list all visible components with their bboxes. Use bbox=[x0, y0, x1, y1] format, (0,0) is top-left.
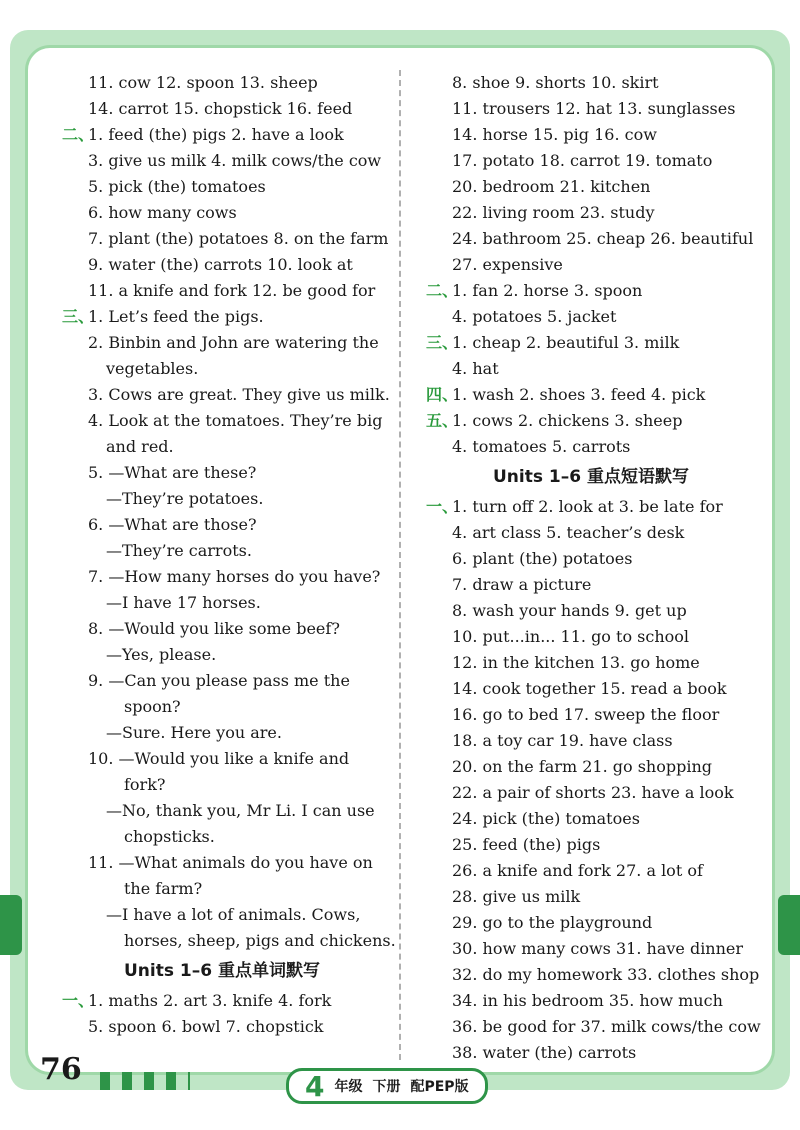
answer-line bbox=[62, 668, 382, 694]
answer-text: 29. go to the playground bbox=[452, 913, 653, 932]
left-side-tab bbox=[0, 895, 22, 955]
answer-line bbox=[62, 252, 382, 278]
footer-badge bbox=[286, 1068, 488, 1104]
answer-text: 16. go to bed 17. sweep the floor bbox=[452, 705, 720, 724]
answer-line bbox=[426, 676, 756, 702]
answer-line bbox=[426, 832, 756, 858]
section-marker: 五、 bbox=[426, 411, 459, 430]
answer-line bbox=[62, 928, 396, 954]
answer-text: vegetables. bbox=[106, 359, 199, 378]
answer-line bbox=[62, 876, 382, 902]
answer-text: 32. do my homework 33. clothes shop bbox=[452, 965, 760, 984]
answer-line bbox=[426, 988, 756, 1014]
answer-line bbox=[62, 460, 382, 486]
answer-text: 2. Binbin and John are watering the bbox=[88, 333, 379, 352]
answer-text: 4. Look at the tomatoes. They’re big bbox=[88, 411, 383, 430]
answer-line bbox=[426, 936, 756, 962]
answer-text: 28. give us milk bbox=[452, 887, 581, 906]
answer-text: 3. give us milk 4. milk cows/the cow bbox=[88, 151, 382, 170]
answer-text: 7. —How many horses do you have? bbox=[88, 567, 381, 586]
answer-text: 25. feed (the) pigs bbox=[452, 835, 601, 854]
answer-line bbox=[62, 1014, 382, 1040]
answer-line bbox=[62, 798, 382, 824]
answer-text: 4. tomatoes 5. carrots bbox=[452, 437, 631, 456]
answer-line bbox=[62, 772, 382, 798]
page-number: 76 bbox=[40, 1052, 82, 1087]
answer-text: 18. a toy car 19. have class bbox=[452, 731, 673, 750]
right-side-tab bbox=[778, 895, 800, 955]
grade-suffix: 年级 bbox=[334, 1079, 363, 1095]
answer-line bbox=[426, 1014, 761, 1040]
answer-line bbox=[426, 278, 756, 304]
answer-line bbox=[426, 962, 760, 988]
answer-text: 1. fan 2. horse 3. spoon bbox=[452, 281, 643, 300]
answer-text: 27. expensive bbox=[452, 255, 563, 274]
answer-line bbox=[62, 278, 382, 304]
answer-text: the farm? bbox=[124, 879, 203, 898]
answer-line bbox=[426, 780, 756, 806]
answer-line bbox=[426, 624, 756, 650]
answer-text: —I have a lot of animals. Cows, bbox=[106, 905, 361, 924]
answer-line bbox=[62, 200, 382, 226]
answer-line bbox=[62, 616, 382, 642]
section-marker: 二、 bbox=[62, 125, 95, 144]
answer-text: 12. in the kitchen 13. go home bbox=[452, 653, 700, 672]
answer-line bbox=[426, 330, 756, 356]
answer-text: 4. art class 5. teacher’s desk bbox=[452, 523, 685, 542]
term-label: 下册 bbox=[372, 1079, 401, 1095]
answer-text: —They’re potatoes. bbox=[106, 489, 264, 508]
answer-line bbox=[62, 356, 382, 382]
answer-text: —Sure. Here you are. bbox=[106, 723, 282, 742]
answer-line bbox=[426, 650, 756, 676]
answer-line bbox=[426, 1040, 756, 1066]
answer-text: 14. carrot 15. chopstick 16. feed bbox=[88, 99, 353, 118]
answer-text: 34. in his bedroom 35. how much bbox=[452, 991, 723, 1010]
answer-line bbox=[426, 70, 756, 96]
section-marker: 四、 bbox=[426, 385, 459, 404]
answer-text: 8. shoe 9. shorts 10. skirt bbox=[452, 73, 659, 92]
answer-line bbox=[426, 356, 756, 382]
section-title: Units 1–6 重点短语默写 bbox=[493, 467, 689, 487]
section-marker: 一、 bbox=[426, 497, 459, 516]
answer-text: 14. cook together 15. read a book bbox=[452, 679, 727, 698]
answer-text: 8. —Would you like some beef? bbox=[88, 619, 340, 638]
footer-stripes bbox=[100, 1072, 190, 1090]
answer-line bbox=[62, 824, 382, 850]
answer-line bbox=[426, 858, 756, 884]
answer-text: 6. plant (the) potatoes bbox=[452, 549, 633, 568]
answer-text: 38. water (the) carrots bbox=[452, 1043, 637, 1062]
answer-line bbox=[62, 304, 382, 330]
answer-text: —They’re carrots. bbox=[106, 541, 252, 560]
answer-text: 11. cow 12. spoon 13. sheep bbox=[88, 73, 318, 92]
answer-text: 24. pick (the) tomatoes bbox=[452, 809, 640, 828]
answer-text: 1. Let’s feed the pigs. bbox=[88, 307, 264, 326]
answer-text: 1. wash 2. shoes 3. feed 4. pick bbox=[452, 385, 706, 404]
answer-text: 5. pick (the) tomatoes bbox=[88, 177, 266, 196]
answer-line bbox=[426, 546, 756, 572]
answer-line bbox=[426, 304, 756, 330]
answer-text: —I have 17 horses. bbox=[106, 593, 261, 612]
answer-text: 6. —What are those? bbox=[88, 515, 257, 534]
answer-line bbox=[62, 148, 382, 174]
answer-text: 11. a knife and fork 12. be good for bbox=[88, 281, 376, 300]
answer-text: 14. horse 15. pig 16. cow bbox=[452, 125, 657, 144]
answer-text: 30. how many cows 31. have dinner bbox=[452, 939, 744, 958]
answer-line bbox=[62, 70, 382, 96]
answer-text: 4. hat bbox=[452, 359, 499, 378]
answer-line bbox=[62, 590, 382, 616]
answer-line bbox=[426, 702, 756, 728]
answer-line bbox=[62, 174, 382, 200]
answer-text: 36. be good for 37. milk cows/the cow bbox=[452, 1017, 761, 1036]
answer-line bbox=[62, 694, 382, 720]
section-marker: 一、 bbox=[62, 991, 95, 1010]
answer-line bbox=[426, 148, 756, 174]
section-marker: 三、 bbox=[426, 333, 459, 352]
answer-line bbox=[426, 382, 756, 408]
answer-line bbox=[62, 434, 382, 460]
answer-text: 9. —Can you please pass me the bbox=[88, 671, 350, 690]
answer-line bbox=[426, 96, 756, 122]
answer-line bbox=[426, 806, 756, 832]
answer-text: 11. trousers 12. hat 13. sunglasses bbox=[452, 99, 736, 118]
answer-line bbox=[426, 252, 756, 278]
answer-line bbox=[426, 174, 756, 200]
answer-line bbox=[426, 122, 756, 148]
answer-line bbox=[62, 486, 382, 512]
answer-text: fork? bbox=[124, 775, 166, 794]
answer-line bbox=[62, 642, 382, 668]
answer-text: 10. put...in... 11. go to school bbox=[452, 627, 690, 646]
left-column bbox=[62, 70, 396, 1040]
answer-text: 1. cows 2. chickens 3. sheep bbox=[452, 411, 683, 430]
grade-number: 4 bbox=[305, 1069, 325, 1103]
answer-text: and red. bbox=[106, 437, 174, 456]
answer-text: 3. Cows are great. They give us milk. bbox=[88, 385, 390, 404]
answer-line bbox=[62, 330, 382, 356]
answer-line bbox=[62, 988, 382, 1014]
answer-text: —Yes, please. bbox=[106, 645, 217, 664]
edition-label: 配PEP版 bbox=[410, 1079, 469, 1095]
answer-text: 26. a knife and fork 27. a lot of bbox=[452, 861, 703, 880]
answer-text: 6. how many cows bbox=[88, 203, 237, 222]
answer-text: 22. a pair of shorts 23. have a look bbox=[452, 783, 734, 802]
answer-text: 9. water (the) carrots 10. look at bbox=[88, 255, 353, 274]
answer-text: —No, thank you, Mr Li. I can use bbox=[106, 801, 375, 820]
answer-text: 8. wash your hands 9. get up bbox=[452, 601, 687, 620]
answer-line bbox=[426, 884, 756, 910]
section-marker: 二、 bbox=[426, 281, 459, 300]
answer-line bbox=[62, 746, 382, 772]
answer-text: 17. potato 18. carrot 19. tomato bbox=[452, 151, 713, 170]
section-marker: 三、 bbox=[62, 307, 95, 326]
right-column bbox=[426, 70, 761, 1066]
answer-line bbox=[426, 910, 756, 936]
answer-text: 7. plant (the) potatoes 8. on the farm bbox=[88, 229, 389, 248]
answer-line bbox=[426, 226, 756, 252]
answer-text: 1. maths 2. art 3. knife 4. fork bbox=[88, 991, 332, 1010]
answer-line bbox=[62, 564, 382, 590]
answer-line bbox=[62, 408, 382, 434]
answer-line bbox=[426, 598, 756, 624]
answer-text: 24. bathroom 25. cheap 26. beautiful bbox=[452, 229, 754, 248]
answer-line bbox=[426, 754, 756, 780]
answer-text: spoon? bbox=[124, 697, 181, 716]
answer-text: 11. —What animals do you have on bbox=[88, 853, 373, 872]
answer-text: 5. spoon 6. bowl 7. chopstick bbox=[88, 1017, 324, 1036]
section-title: Units 1–6 重点单词默写 bbox=[124, 961, 320, 981]
answer-text: 5. —What are these? bbox=[88, 463, 257, 482]
answer-text: horses, sheep, pigs and chickens. bbox=[124, 931, 396, 950]
answer-line bbox=[62, 902, 382, 928]
answer-text: chopsticks. bbox=[124, 827, 215, 846]
answer-text: 22. living room 23. study bbox=[452, 203, 655, 222]
answer-text: 20. on the farm 21. go shopping bbox=[452, 757, 712, 776]
answer-line bbox=[62, 720, 382, 746]
answer-line bbox=[426, 520, 756, 546]
answer-line bbox=[62, 382, 390, 408]
answer-line bbox=[426, 494, 756, 520]
answer-text: 1. cheap 2. beautiful 3. milk bbox=[452, 333, 680, 352]
answer-line bbox=[62, 122, 382, 148]
answer-text: 4. potatoes 5. jacket bbox=[452, 307, 617, 326]
answer-line bbox=[426, 200, 756, 226]
answer-line bbox=[426, 572, 756, 598]
answer-text: 1. turn off 2. look at 3. be late for bbox=[452, 497, 723, 516]
answer-line bbox=[62, 226, 389, 252]
answer-line bbox=[426, 408, 756, 434]
answer-text: 10. —Would you like a knife and bbox=[88, 749, 350, 768]
answer-line bbox=[62, 96, 382, 122]
answer-text: 7. draw a picture bbox=[452, 575, 592, 594]
answer-line bbox=[62, 512, 382, 538]
answer-line bbox=[426, 434, 756, 460]
answer-line bbox=[62, 538, 382, 564]
answer-line bbox=[426, 728, 756, 754]
column-divider bbox=[399, 70, 401, 1060]
answer-text: 20. bedroom 21. kitchen bbox=[452, 177, 651, 196]
answer-line bbox=[62, 850, 382, 876]
answer-text: 1. feed (the) pigs 2. have a look bbox=[88, 125, 344, 144]
